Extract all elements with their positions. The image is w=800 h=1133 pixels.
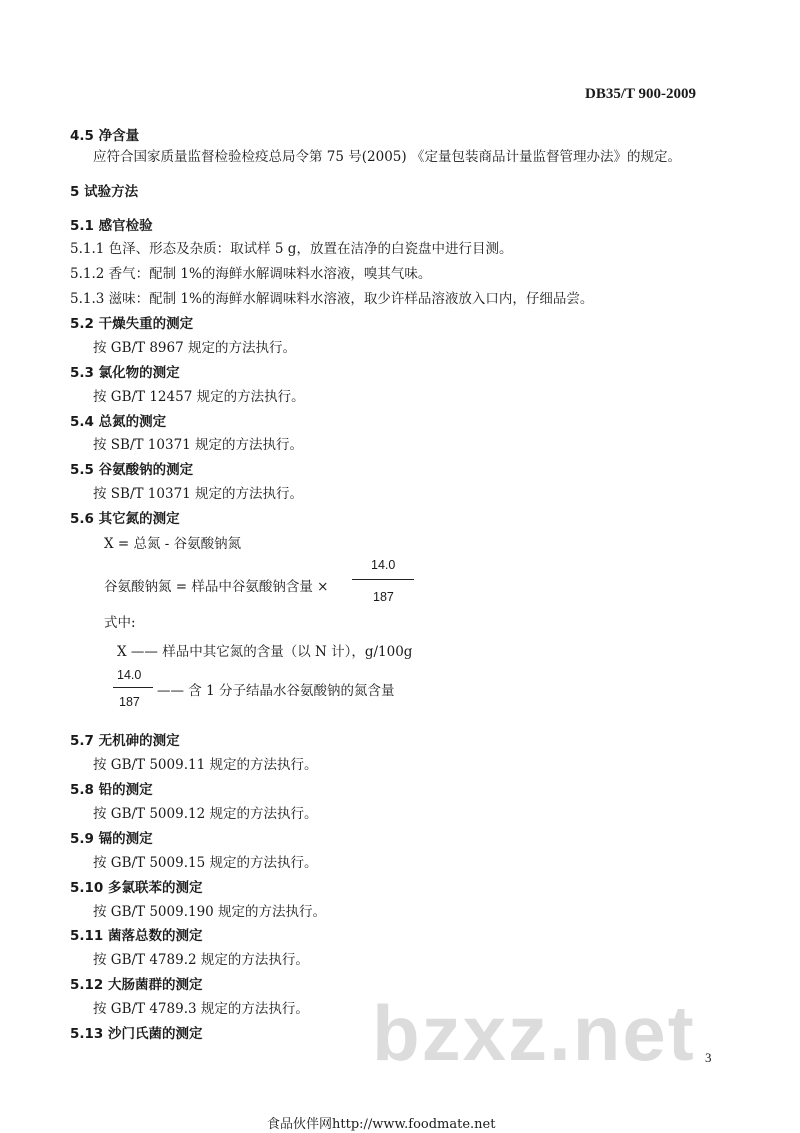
- section-5-1-1-text: 5.1.1 色泽、形态及杂质：取试样 5 g，放置在洁净的白瓷盘中进行目测。: [70, 241, 513, 257]
- section-5-8-text: 按 GB/T 5009.12 规定的方法执行。: [93, 806, 318, 822]
- section-5-12-text: 按 GB/T 4789.3 规定的方法执行。: [93, 1001, 309, 1017]
- section-5-8-heading: 5.8 铅的测定: [70, 782, 153, 798]
- definition-fraction-text: —— 含 1 分子结晶水谷氨酸钠的氮含量: [157, 683, 395, 699]
- section-5-9-heading: 5.9 镉的测定: [70, 831, 153, 847]
- section-5-12-heading: 5.12 大肠菌群的测定: [70, 977, 203, 993]
- section-5-5-text: 按 SB/T 10371 规定的方法执行。: [93, 486, 304, 502]
- section-5-9-text: 按 GB/T 5009.15 规定的方法执行。: [93, 855, 318, 871]
- fraction-bar: [352, 579, 414, 580]
- footer-text: 食品伙伴网http://www.foodmate.net: [267, 1117, 496, 1132]
- definition-x: X —— 样品中其它氮的含量（以 N 计），g/100g: [117, 644, 413, 660]
- definition-fraction-bar: [113, 687, 153, 688]
- section-5-2-text: 按 GB/T 8967 规定的方法执行。: [93, 340, 296, 356]
- section-5-11-text: 按 GB/T 4789.2 规定的方法执行。: [93, 952, 309, 968]
- section-5-7-text: 按 GB/T 5009.11 规定的方法执行。: [93, 757, 318, 773]
- where-label: 式中:: [104, 615, 136, 631]
- section-5-1-3-text: 5.1.3 滋味：配制 1%的海鲜水解调味料水溶液，取少许样品溶液放入口内，仔细品尝。: [70, 291, 594, 307]
- section-5-7-heading: 5.7 无机砷的测定: [70, 733, 180, 749]
- section-5-3-text: 按 GB/T 12457 规定的方法执行。: [93, 389, 305, 405]
- section-4-5-heading: 4.5 净含量: [70, 128, 140, 144]
- section-5-3-heading: 5.3 氯化物的测定: [70, 365, 180, 381]
- section-5-heading: 5 试验方法: [70, 184, 139, 200]
- document-id: DB35/T 900-2009: [585, 86, 696, 102]
- section-5-4-heading: 5.4 总氮的测定: [70, 414, 167, 430]
- section-5-11-heading: 5.11 菌落总数的测定: [70, 928, 203, 944]
- definition-fraction-numerator: 14.0: [117, 668, 142, 682]
- formula-glutamate-nitrogen: 谷氨酸钠氮 = 样品中谷氨酸钠含量 ×: [104, 579, 329, 595]
- section-5-2-heading: 5.2 干燥失重的测定: [70, 316, 194, 332]
- fraction-denominator: 187: [373, 590, 394, 604]
- formula-x: X = 总氮 - 谷氨酸钠氮: [104, 536, 242, 552]
- page-number: 3: [705, 1050, 712, 1065]
- definition-fraction-denominator: 187: [119, 695, 140, 709]
- section-5-10-heading: 5.10 多氯联苯的测定: [70, 880, 203, 896]
- section-5-13-heading: 5.13 沙门氏菌的测定: [70, 1026, 203, 1042]
- fraction-numerator: 14.0: [371, 558, 396, 572]
- section-5-5-heading: 5.5 谷氨酸钠的测定: [70, 462, 194, 478]
- section-5-1-2-text: 5.1.2 香气：配制 1%的海鲜水解调味料水溶液，嗅其气味。: [70, 266, 432, 282]
- section-5-4-text: 按 SB/T 10371 规定的方法执行。: [93, 437, 304, 453]
- section-5-1-heading: 5.1 感官检验: [70, 218, 153, 234]
- section-5-10-text: 按 GB/T 5009.190 规定的方法执行。: [93, 904, 327, 920]
- section-5-6-heading: 5.6 其它氮的测定: [70, 511, 180, 527]
- section-4-5-text: 应符合国家质量监督检验检疫总局令第 75 号(2005) 《定量包装商品计量监督管理办法》的规定。: [93, 149, 681, 165]
- watermark-logo: bzxz.net: [372, 989, 696, 1077]
